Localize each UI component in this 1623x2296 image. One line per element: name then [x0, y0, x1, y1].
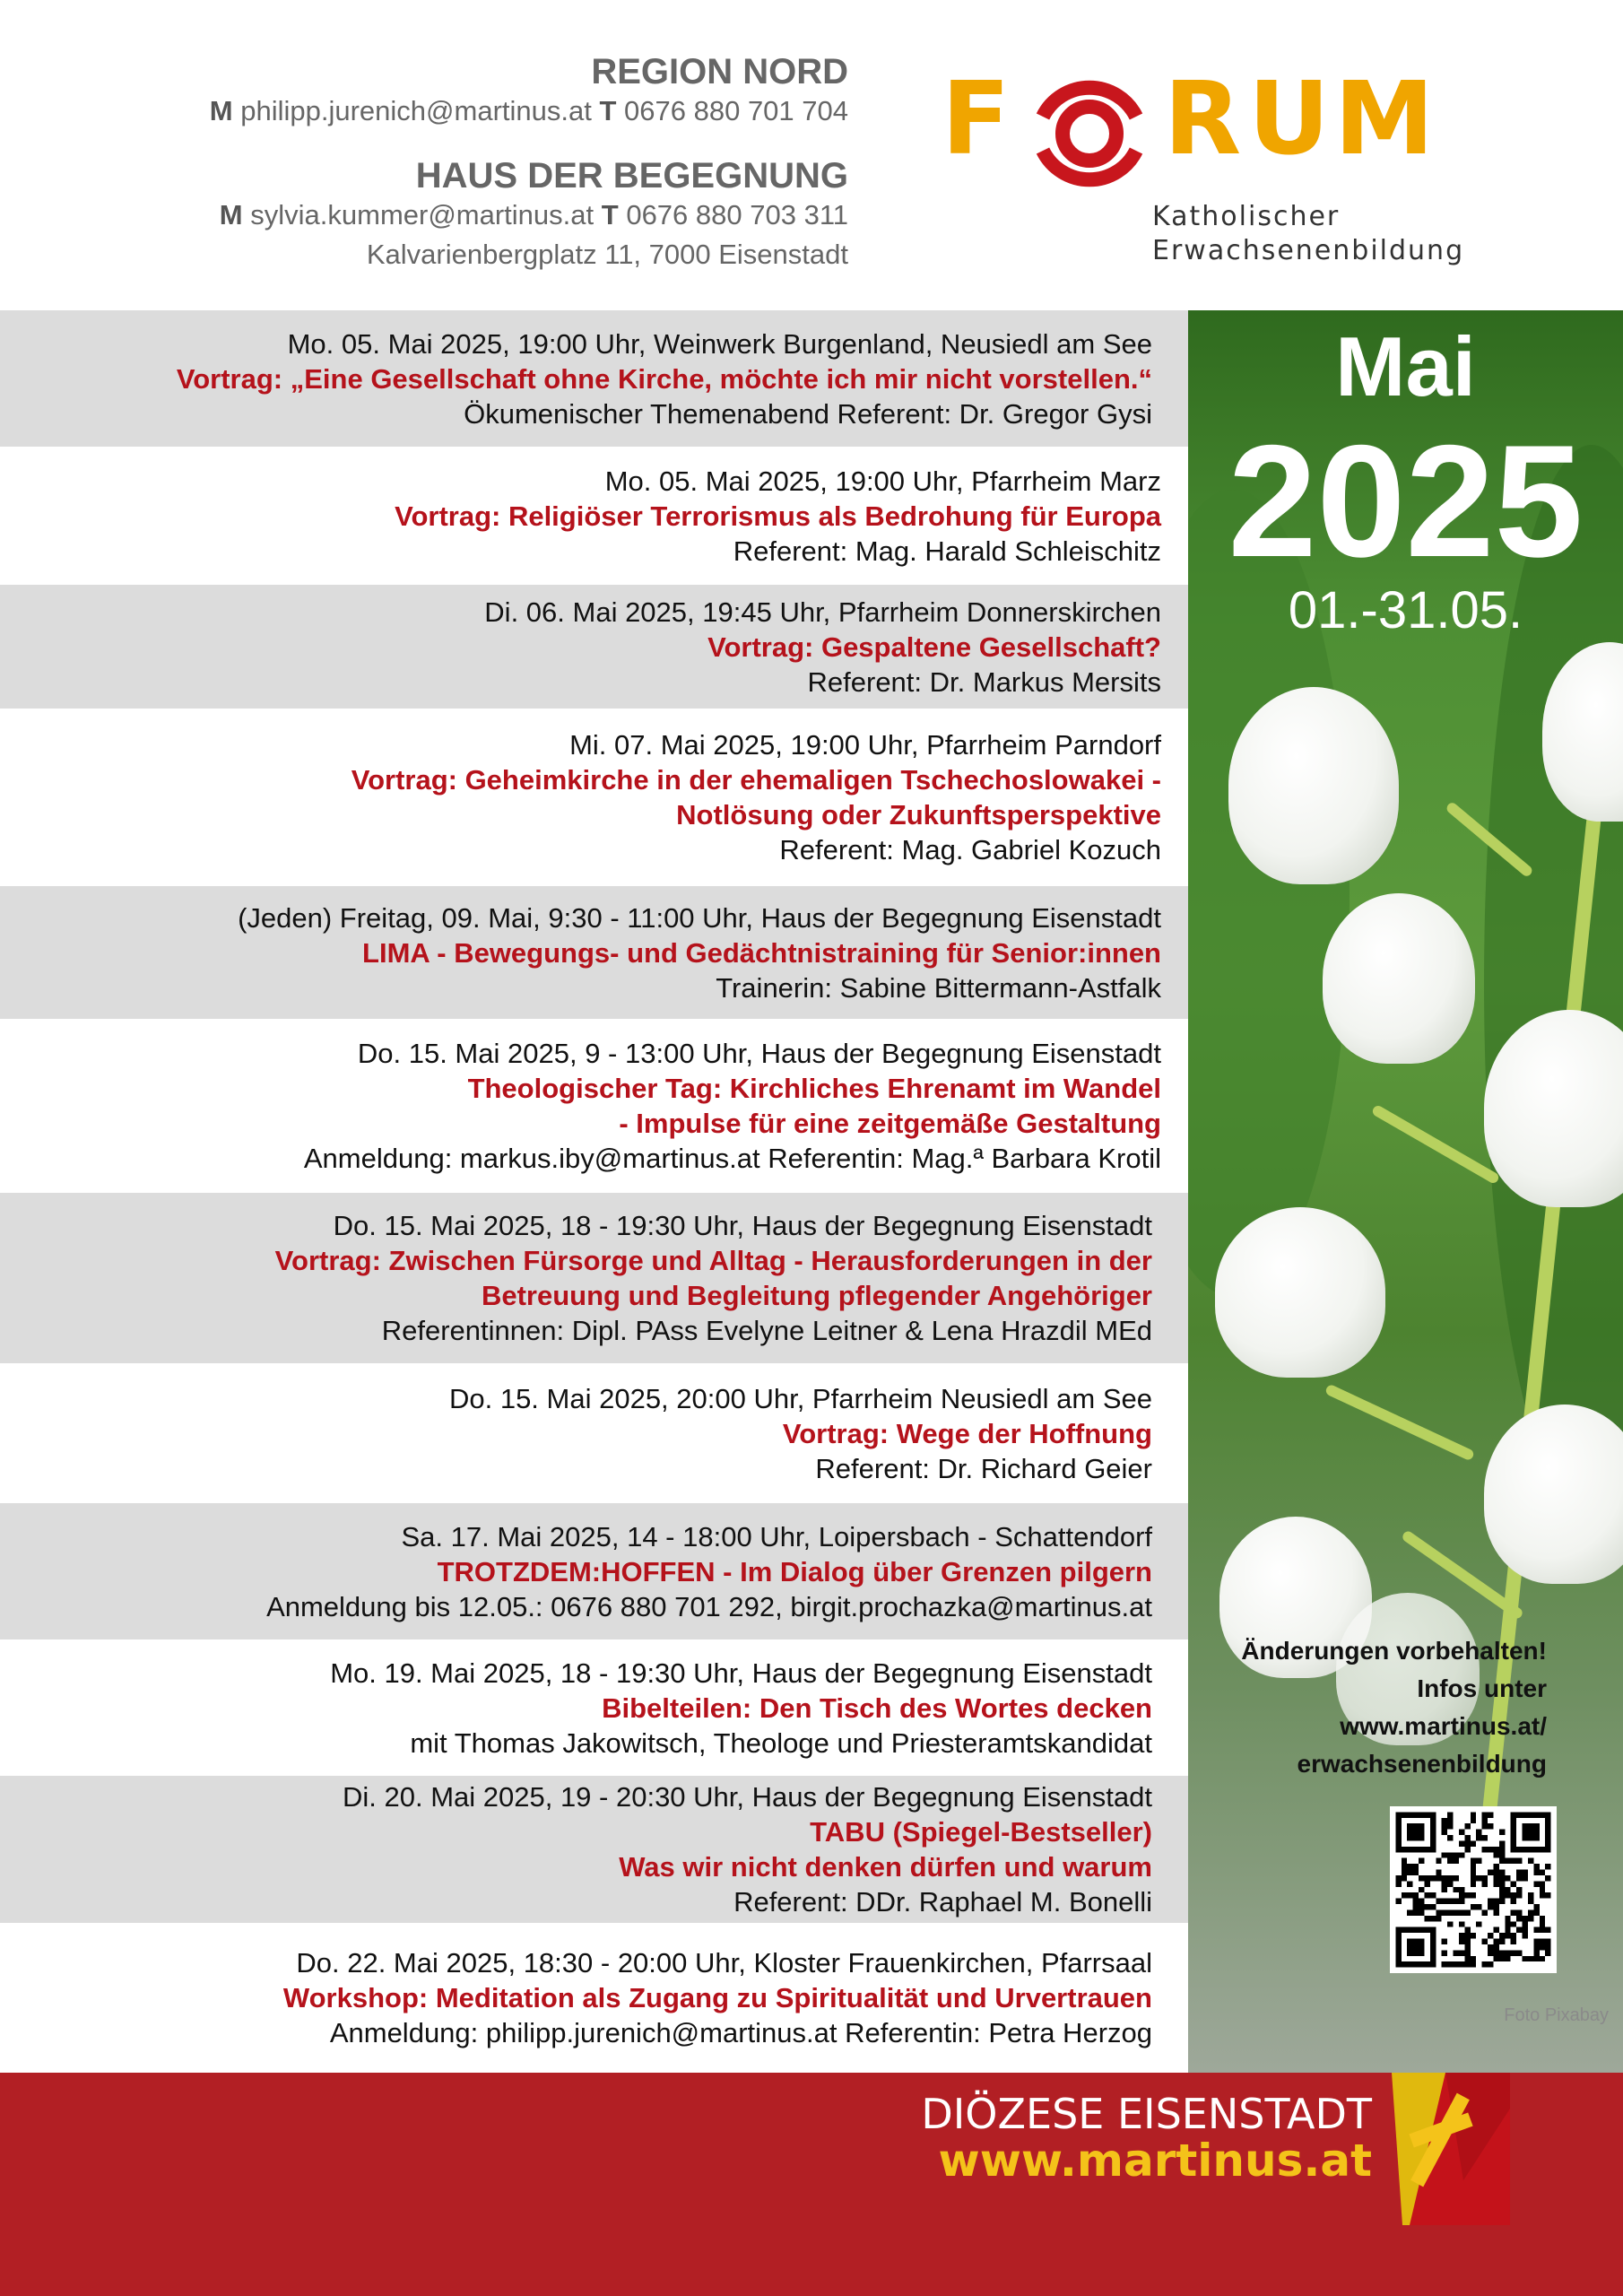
haus-phone[interactable]: 0676 880 703 311: [626, 199, 848, 230]
event-date-location: Do. 15. Mai 2025, 9 - 13:00 Uhr, Haus der Begegnung Eisenstadt: [357, 1038, 1161, 1069]
info-notice: [1241, 1632, 1547, 1783]
notice-line: Infos unter: [1417, 1674, 1547, 1702]
haus-contact: [0, 196, 848, 235]
event-item: [0, 585, 1188, 709]
event-item: [0, 1193, 1188, 1363]
forum-subtitle-line-1: Katholischer: [1152, 201, 1341, 232]
haus-address: Kalvarienbergplatz 11, 7000 Eisenstadt: [366, 239, 848, 270]
forum-wordmark: [942, 61, 1444, 178]
forum-letter-m: M: [1334, 61, 1435, 178]
region-nord-contact: [0, 91, 848, 131]
event-title: Was wir nicht denken dürfen und warum: [619, 1851, 1152, 1883]
forum-letter-f: F: [942, 61, 1011, 178]
event-details: Trainerin: Sabine Bittermann-Astfalk: [716, 972, 1161, 1004]
event-title: Bibelteilen: Den Tisch des Wortes decken: [602, 1692, 1152, 1724]
diocese-url-link[interactable]: www.martinus.at: [938, 2135, 1372, 2187]
event-date-location: Mi. 07. Mai 2025, 19:00 Uhr, Pfarrheim Parndorf: [569, 729, 1161, 761]
event-details: Ökumenischer Themenabend Referent: Dr. Gregor Gysi: [464, 398, 1152, 430]
event-title: Vortrag: Zwischen Fürsorge und Alltag - Herausforderungen in der: [274, 1245, 1152, 1276]
mobile-label: M: [209, 95, 233, 126]
event-title: Vortrag: Wege der Hoffnung: [782, 1418, 1152, 1449]
event-item: [0, 1776, 1188, 1923]
event-date-location: Di. 20. Mai 2025, 19 - 20:30 Uhr, Haus der Begegnung Eisenstadt: [342, 1781, 1152, 1813]
side-panel: [1188, 310, 1623, 2073]
event-title: - Impulse für eine zeitgemäße Gestaltung: [619, 1108, 1161, 1139]
event-date-location: Mo. 05. Mai 2025, 19:00 Uhr, Weinwerk Burgenland, Neusiedl am See: [287, 328, 1152, 360]
event-item: [0, 310, 1188, 447]
event-item: [0, 1503, 1188, 1639]
forum-o-ring-icon: [1027, 61, 1152, 213]
forum-subtitle-line-2: Erwachsenenbildung: [1152, 235, 1465, 266]
event-item: [0, 447, 1188, 585]
event-details: Referent: Dr. Richard Geier: [815, 1453, 1152, 1484]
mobile-label: M: [219, 199, 243, 230]
photo-credit: Foto Pixabay: [1504, 2005, 1609, 2025]
footer-bar: [0, 2073, 1623, 2296]
event-title: Notlösung oder Zukunftsperspektive: [676, 799, 1161, 831]
event-title: TROTZDEM:HOFFEN - Im Dialog über Grenzen pilgern: [437, 1556, 1152, 1587]
event-title: Vortrag: Religiöser Terrorismus als Bedrohung für Europa: [395, 500, 1161, 532]
event-title: Vortrag: „Eine Gesellschaft ohne Kirche, möchte ich mir nicht vorstellen.“: [176, 363, 1152, 395]
event-date-location: Di. 06. Mai 2025, 19:45 Uhr, Pfarrheim Donnerskirchen: [484, 596, 1161, 628]
event-item: [0, 1019, 1188, 1193]
event-details: Anmeldung bis 12.05.: 0676 880 701 292, birgit.prochazka@martinus.at: [266, 1591, 1152, 1622]
region-nord-email[interactable]: philipp.jurenich@martinus.at: [240, 95, 592, 126]
event-item: [0, 709, 1188, 886]
event-item: [0, 1363, 1188, 1503]
month-label: Mai: [1335, 319, 1476, 413]
event-title: Betreuung und Begleitung pflegender Angehöriger: [481, 1280, 1152, 1311]
event-details: Referent: Mag. Harald Schleischitz: [733, 535, 1161, 567]
event-date-location: Mo. 19. Mai 2025, 18 - 19:30 Uhr, Haus der Begegnung Eisenstadt: [330, 1657, 1152, 1689]
notice-line: Änderungen vorbehalten!: [1241, 1637, 1547, 1665]
contact-block: [0, 52, 848, 274]
event-date-location: Sa. 17. Mai 2025, 14 - 18:00 Uhr, Loipersbach - Schattendorf: [401, 1521, 1152, 1552]
event-details: Referentinnen: Dipl. PAss Evelyne Leitner & Lena Hrazdil MEd: [381, 1315, 1152, 1346]
event-details: Anmeldung: markus.iby@martinus.at Referentin: Mag.ª Barbara Krotil: [303, 1143, 1161, 1174]
event-title: Vortrag: Geheimkirche in der ehemaligen Tschechoslowakei -: [351, 764, 1161, 796]
event-title: Vortrag: Gespaltene Gesellschaft?: [707, 631, 1161, 663]
event-title: LIMA - Bewegungs- und Gedächtnistraining für Senior:innen: [362, 937, 1161, 969]
notice-link[interactable]: www.martinus.at/: [1340, 1712, 1547, 1740]
event-date-location: Do. 22. Mai 2025, 18:30 - 20:00 Uhr, Kloster Frauenkirchen, Pfarrsaal: [296, 1947, 1152, 1979]
phone-label: T: [599, 95, 617, 126]
forum-letter-r: R: [1164, 61, 1242, 178]
event-details: mit Thomas Jakowitsch, Theologe und Priesteramtskandidat: [410, 1727, 1152, 1759]
event-item: [0, 1639, 1188, 1776]
event-date-location: (Jeden) Freitag, 09. Mai, 9:30 - 11:00 Uhr, Haus der Begegnung Eisenstadt: [238, 902, 1161, 934]
region-nord-phone[interactable]: 0676 880 701 704: [624, 95, 848, 126]
event-details: Referent: DDr. Raphael M. Bonelli: [733, 1886, 1152, 1918]
event-details: Anmeldung: philipp.jurenich@martinus.at Referentin: Petra Herzog: [329, 2017, 1152, 2048]
year-label: 2025: [1228, 412, 1584, 590]
event-date-location: Do. 15. Mai 2025, 18 - 19:30 Uhr, Haus der Begegnung Eisenstadt: [333, 1210, 1152, 1241]
event-title: TABU (Spiegel-Bestseller): [810, 1816, 1152, 1848]
event-details: Referent: Mag. Gabriel Kozuch: [779, 834, 1161, 865]
haus-title: HAUS DER BEGEGNUNG: [415, 156, 848, 196]
region-nord-title: REGION NORD: [591, 52, 848, 91]
event-details: Referent: Dr. Markus Mersits: [807, 666, 1161, 698]
diocese-name: DIÖZESE EISENSTADT: [921, 2090, 1372, 2138]
event-item: [0, 1923, 1188, 2073]
forum-logo: [942, 49, 1465, 283]
event-item: [0, 886, 1188, 1019]
event-date-location: Mo. 05. Mai 2025, 19:00 Uhr, Pfarrheim Marz: [604, 465, 1161, 497]
diocese-cross-logo-icon: [1392, 2073, 1510, 2225]
phone-label: T: [601, 199, 619, 230]
date-range: 01.-31.05.: [1288, 581, 1523, 639]
haus-email[interactable]: sylvia.kummer@martinus.at: [250, 199, 595, 230]
notice-link[interactable]: erwachsenenbildung: [1297, 1750, 1547, 1778]
qr-code-icon[interactable]: [1390, 1806, 1557, 1973]
event-title: Theologischer Tag: Kirchliches Ehrenamt im Wandel: [467, 1073, 1161, 1104]
event-date-location: Do. 15. Mai 2025, 20:00 Uhr, Pfarrheim Neusiedl am See: [448, 1383, 1152, 1414]
forum-subtitle: [1152, 200, 1464, 268]
event-title: Workshop: Meditation als Zugang zu Spiritualität und Urvertrauen: [282, 1982, 1152, 2013]
forum-letter-u: U: [1248, 61, 1330, 178]
